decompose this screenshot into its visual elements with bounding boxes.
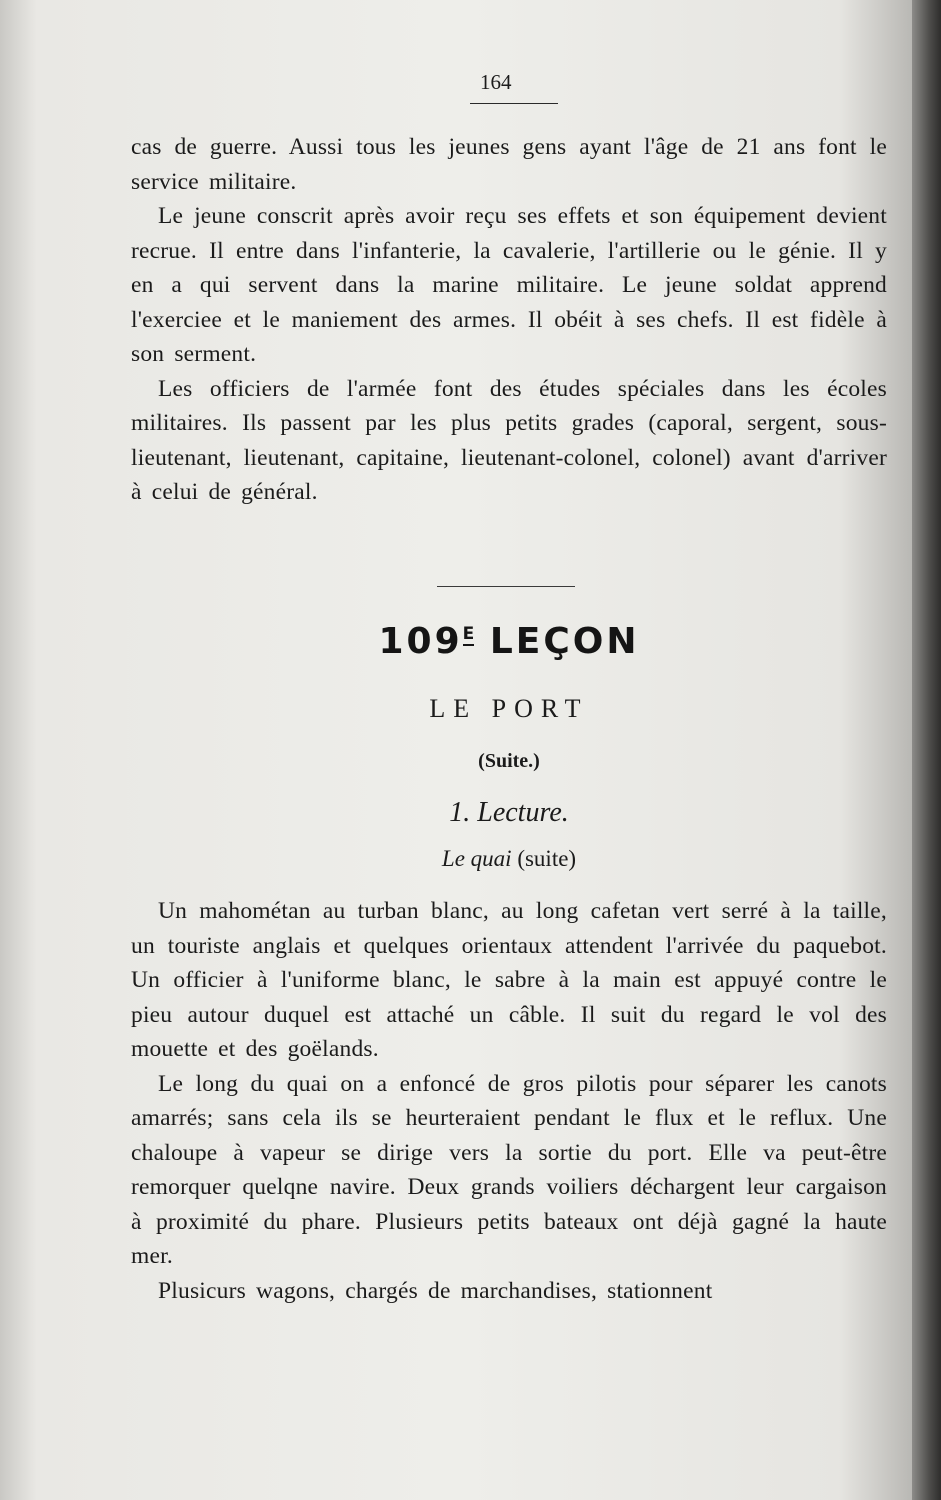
lesson-heading	[131, 621, 887, 662]
book-spine	[912, 0, 941, 1500]
intro-text	[131, 130, 887, 510]
intro-paragraph-2: Le jeune conscrit après avoir reçu ses effets et son équipement devient recrue. Il entre dans l'infanterie, la cavalerie, l'artillerie ou le génie. Il y en a qui servent dans la marine militaire. Le jeune soldat apprend l'exerciee et le maniement des armes. Il obéit à ses chefs. Il est fidèle à son serment.	[131, 203, 887, 367]
reading-paragraph-1: Un mahométan au turban blanc, au long cafetan vert serré à la taille, un touriste anglais et quelques orientaux attendent l'arrivée du paquebot. Un officier à l'uniforme blanc, le sabre à la main est appuyé contre le pieu autour duquel est attaché un câble. Il suit du regard le vol des mouette et des goëlands.	[131, 898, 887, 1062]
reading-text	[131, 894, 887, 1308]
reading-paragraph-3: Plusicurs wagons, chargés de marchandises, stationnent	[158, 1277, 713, 1304]
intro-paragraph-1: cas de guerre. Aussi tous les jeunes gens ayant l'âge de 21 ans font le service militaire.	[131, 134, 887, 195]
reading-subtitle-italic: Le quai	[441, 846, 512, 871]
page-number: 164	[480, 70, 512, 94]
lesson-ordinal: E	[462, 624, 475, 644]
reading-subtitle	[131, 846, 887, 872]
section-divider	[437, 586, 575, 587]
lesson-number: 109	[378, 621, 463, 662]
lesson-title: LE PORT	[429, 694, 589, 723]
suite-label: (Suite.)	[478, 750, 540, 772]
page-number-rule	[470, 103, 558, 104]
reading-heading: 1. Lecture.	[449, 797, 569, 828]
reading-subtitle-rest: (suite)	[511, 846, 577, 871]
reading-paragraph-2: Le long du quai on a enfoncé de gros pilotis pour séparer les canots amarrés; sans cela ils se heurteraient pendant le flux et le reflux. Une chaloupe à vapeur se dirige vers la sortie du port. Elle va peut-être remorquer quelqne navire. Deux grands voiliers déchargent leur cargaison à proximité du phare. Plusieurs petits bateaux ont déjà gagné la haute mer.	[131, 1070, 887, 1269]
intro-paragraph-3: Les officiers de l'armée font des études spéciales dans les écoles militaires. Ils passent par les plus petits grades (caporal, sergent, sous-lieutenant, lieutenant, capitaine, lieutenant-colonel, colonel) avant d'arriver à celui de général.	[131, 375, 887, 505]
lesson-word: LEÇON	[489, 621, 640, 662]
